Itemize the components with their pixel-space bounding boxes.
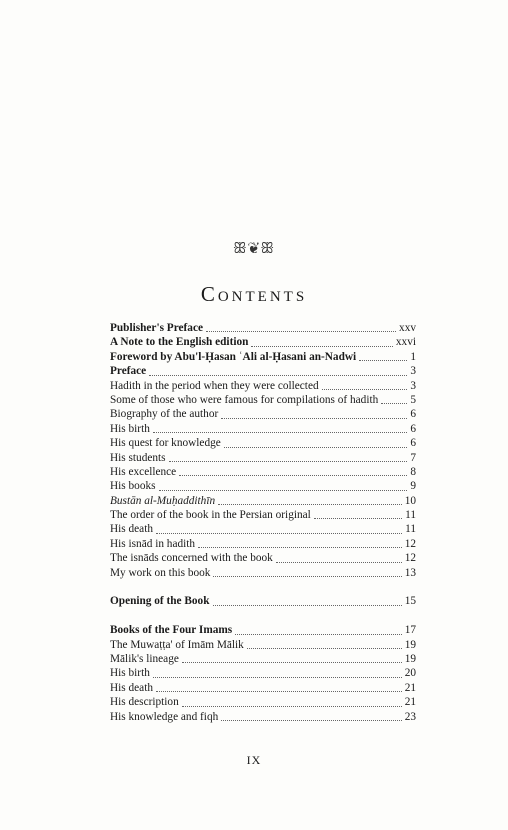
toc-entry-page: 11 bbox=[405, 509, 416, 522]
toc-entry[interactable] bbox=[110, 479, 416, 493]
toc-entry-title: The Muwaṭṭa' of Imām Mālik bbox=[110, 638, 244, 651]
toc-entry[interactable] bbox=[110, 623, 416, 637]
toc-entry-page: 6 bbox=[410, 422, 416, 435]
toc-entry[interactable] bbox=[110, 508, 416, 522]
toc-entry-page: 10 bbox=[404, 494, 416, 507]
toc-entry-title: The order of the book in the Persian original bbox=[110, 509, 311, 522]
toc-entry[interactable] bbox=[110, 321, 416, 335]
toc-entry[interactable] bbox=[110, 594, 416, 608]
table-of-contents bbox=[110, 321, 416, 724]
dot-leader bbox=[247, 648, 402, 649]
toc-entry[interactable] bbox=[110, 522, 416, 536]
dot-leader bbox=[182, 706, 402, 707]
toc-entry-page: 3 bbox=[410, 365, 416, 378]
dot-leader bbox=[213, 576, 401, 577]
toc-entry-title: His books bbox=[110, 480, 156, 493]
toc-entry-title: His excellence bbox=[110, 465, 177, 478]
toc-entry[interactable] bbox=[110, 551, 416, 565]
toc-entry-title: Foreword by Abu'l-Ḥasan ʿAli al-Ḥasani an-Nadwi bbox=[110, 350, 357, 363]
toc-entry-page: 9 bbox=[410, 480, 416, 493]
toc-entry-page: 6 bbox=[410, 408, 416, 421]
toc-entry-page: 21 bbox=[404, 696, 416, 709]
dot-leader bbox=[179, 475, 407, 476]
toc-entry-page: 6 bbox=[410, 437, 416, 450]
dot-leader bbox=[153, 432, 407, 433]
toc-entry-page: 17 bbox=[404, 624, 416, 637]
toc-entry-title: His death bbox=[110, 523, 153, 536]
dot-leader bbox=[213, 605, 402, 606]
toc-entry-title: Opening of the Book bbox=[110, 595, 210, 608]
toc-entry[interactable] bbox=[110, 710, 416, 724]
dot-leader bbox=[235, 634, 402, 635]
toc-entry-title: The isnāds concerned with the book bbox=[110, 552, 273, 565]
dot-leader bbox=[314, 518, 402, 519]
toc-entry-title: A Note to the English edition bbox=[110, 336, 249, 349]
toc-entry-title: My work on this book bbox=[110, 566, 211, 579]
toc-entry-page: 15 bbox=[404, 595, 416, 608]
page-title: Contents bbox=[200, 282, 308, 306]
toc-entry[interactable] bbox=[110, 335, 416, 349]
toc-entry-title: Biography of the author bbox=[110, 408, 219, 421]
dot-leader bbox=[224, 447, 408, 448]
dot-leader bbox=[198, 547, 402, 548]
dot-leader bbox=[218, 504, 402, 505]
toc-entry-page: 12 bbox=[404, 552, 416, 565]
toc-entry-title: His death bbox=[110, 681, 153, 694]
dot-leader bbox=[251, 346, 393, 347]
dot-leader bbox=[149, 375, 407, 376]
toc-entry-title: His birth bbox=[110, 667, 150, 680]
toc-entry-page: 21 bbox=[404, 681, 416, 694]
toc-entry-page: 20 bbox=[404, 667, 416, 680]
toc-entry[interactable] bbox=[110, 652, 416, 666]
toc-entry[interactable] bbox=[110, 494, 416, 508]
toc-entry-page: 7 bbox=[410, 451, 416, 464]
dot-leader bbox=[276, 562, 402, 563]
toc-entry-title: Preface bbox=[110, 365, 147, 378]
toc-entry-page: 3 bbox=[410, 379, 416, 392]
toc-entry-title: His birth bbox=[110, 422, 150, 435]
toc-entry-title: Some of those who were famous for compilations of hadith bbox=[110, 393, 379, 406]
toc-entry-title: His description bbox=[110, 696, 179, 709]
toc-entry-page: 1 bbox=[410, 350, 416, 363]
dot-leader bbox=[159, 490, 408, 491]
toc-entry-page: xxvi bbox=[395, 336, 416, 349]
toc-entry[interactable] bbox=[110, 393, 416, 407]
toc-entry-title: His quest for knowledge bbox=[110, 437, 221, 450]
toc-entry-title: His isnād in hadith bbox=[110, 537, 196, 550]
toc-entry[interactable] bbox=[110, 681, 416, 695]
toc-entry[interactable] bbox=[110, 638, 416, 652]
toc-entry-page: 12 bbox=[404, 537, 416, 550]
toc-entry-title: Hadith in the period when they were collected bbox=[110, 379, 319, 392]
dot-leader bbox=[381, 403, 407, 404]
toc-entry[interactable] bbox=[110, 422, 416, 436]
toc-entry-page: 19 bbox=[404, 652, 416, 665]
toc-entry[interactable] bbox=[110, 465, 416, 479]
toc-entry-page: 5 bbox=[410, 393, 416, 406]
toc-entry-title: Mālik's lineage bbox=[110, 652, 179, 665]
dot-leader bbox=[169, 461, 408, 462]
section-gap bbox=[110, 580, 416, 594]
toc-entry-title: Books of the Four Imams bbox=[110, 624, 233, 637]
toc-entry-page: xxv bbox=[399, 322, 416, 334]
ornament-fleuron: ꕥ❦ꕥ bbox=[232, 241, 276, 257]
toc-entry-page: 11 bbox=[405, 523, 416, 536]
toc-entry-page: 19 bbox=[404, 638, 416, 651]
section-gap bbox=[110, 609, 416, 623]
toc-entry-title: Bustān al-Muḥaddithīn bbox=[110, 494, 216, 507]
dot-leader bbox=[153, 677, 402, 678]
toc-entry-title: His students bbox=[110, 451, 166, 464]
toc-entry-page: 13 bbox=[404, 566, 416, 579]
toc-entry-title: Publisher's Preface bbox=[110, 322, 203, 334]
toc-entry-page: 23 bbox=[404, 710, 416, 723]
dot-leader bbox=[221, 418, 407, 419]
toc-entry[interactable] bbox=[110, 407, 416, 421]
toc-entry[interactable] bbox=[110, 350, 416, 364]
toc-entry-title: His knowledge and fiqh bbox=[110, 710, 219, 723]
toc-entry[interactable] bbox=[110, 379, 416, 393]
dot-leader bbox=[156, 691, 402, 692]
dot-leader bbox=[322, 389, 408, 390]
toc-entry[interactable] bbox=[110, 436, 416, 450]
page-number: IX bbox=[246, 753, 262, 767]
toc-entry[interactable] bbox=[110, 364, 416, 378]
dot-leader bbox=[359, 360, 407, 361]
dot-leader bbox=[206, 331, 396, 332]
dot-leader bbox=[182, 662, 402, 663]
toc-entry[interactable] bbox=[110, 537, 416, 551]
toc-entry[interactable] bbox=[110, 695, 416, 709]
dot-leader bbox=[156, 533, 402, 534]
toc-entry[interactable] bbox=[110, 451, 416, 465]
toc-entry-page: 8 bbox=[410, 465, 416, 478]
toc-entry[interactable] bbox=[110, 566, 416, 580]
dot-leader bbox=[221, 720, 401, 721]
toc-entry[interactable] bbox=[110, 666, 416, 680]
